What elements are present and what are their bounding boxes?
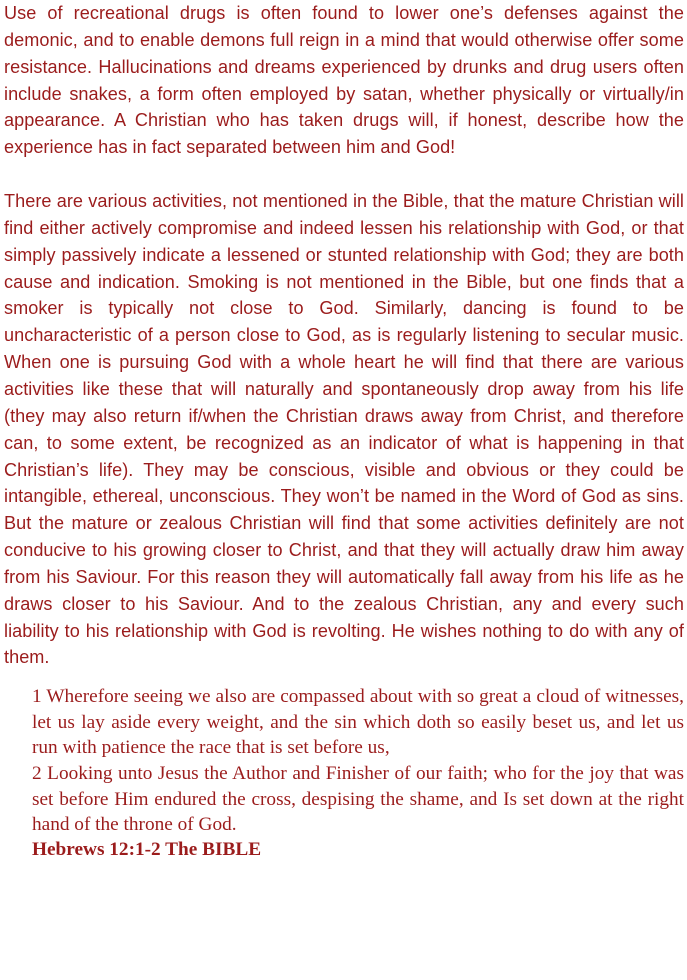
verse-1: 1 Wherefore seeing we also are compassed about with so great a cloud of witnesses, let us lay aside every weight, and the sin which doth so easily beset us, and let us run with patience the race that is set before us, bbox=[32, 686, 684, 759]
document-page bbox=[4, 0, 684, 862]
verse-2: 2 Looking unto Jesus the Author and Finisher of our faith; who for the joy that was set before Him endured the cross, despising the shame, and Is set down at the right hand of the throne of God. bbox=[32, 763, 684, 836]
paragraph-activities: There are various activities, not mentioned in the Bible, that the mature Christian will find either actively compromise and indeed lessen his relationship with God, or that simply passively indicate a lessened or stunted relationship with God; they are both cause and indication. Smoking is not mentioned in the Bible, but one finds that a smoker is typically not close to God. Similarly, dancing is found to be uncharacteristic of a person close to God, as is regularly listening to secular music. When one is pursuing God with a whole heart he will find that there are various activities like these that will naturally and spontaneously drop away from his life (they may also return if/when the Christian draws away from Christ, and therefore can, to some extent, be recognized as an indicator of what is happening in that Christian’s life). They may be conscious, visible and obvious or they could be intangible, ethereal, unconscious. They won’t be named in the Word of God as sins. But the mature or zealous Christian will find that some activities definitely are not conducive to his growing closer to Christ, and that they will actually draw him away from his Saviour. For this reason they will automatically fall away from his life as he draws closer to his Saviour. And to the zealous Christian, any and every such liability to his relationship with God is revolting. He wishes nothing to do with any of them. bbox=[4, 191, 684, 668]
scripture-quote bbox=[4, 671, 684, 862]
paragraph-spacer bbox=[4, 161, 684, 188]
paragraph-drugs: Use of recreational drugs is often found to lower one’s defenses against the demonic, and to enable demons full reign in a mind that would otherwise offer some resistance. Hallucinations and dreams experienced by drunks and drug users often include snakes, a form often employed by satan, whether physically or virtually/in appearance. A Christian who has taken drugs will, if honest, describe how the experience has in fact separated between him and God! bbox=[4, 3, 684, 158]
scripture-reference: Hebrews 12:1-2 The BIBLE bbox=[32, 838, 262, 860]
